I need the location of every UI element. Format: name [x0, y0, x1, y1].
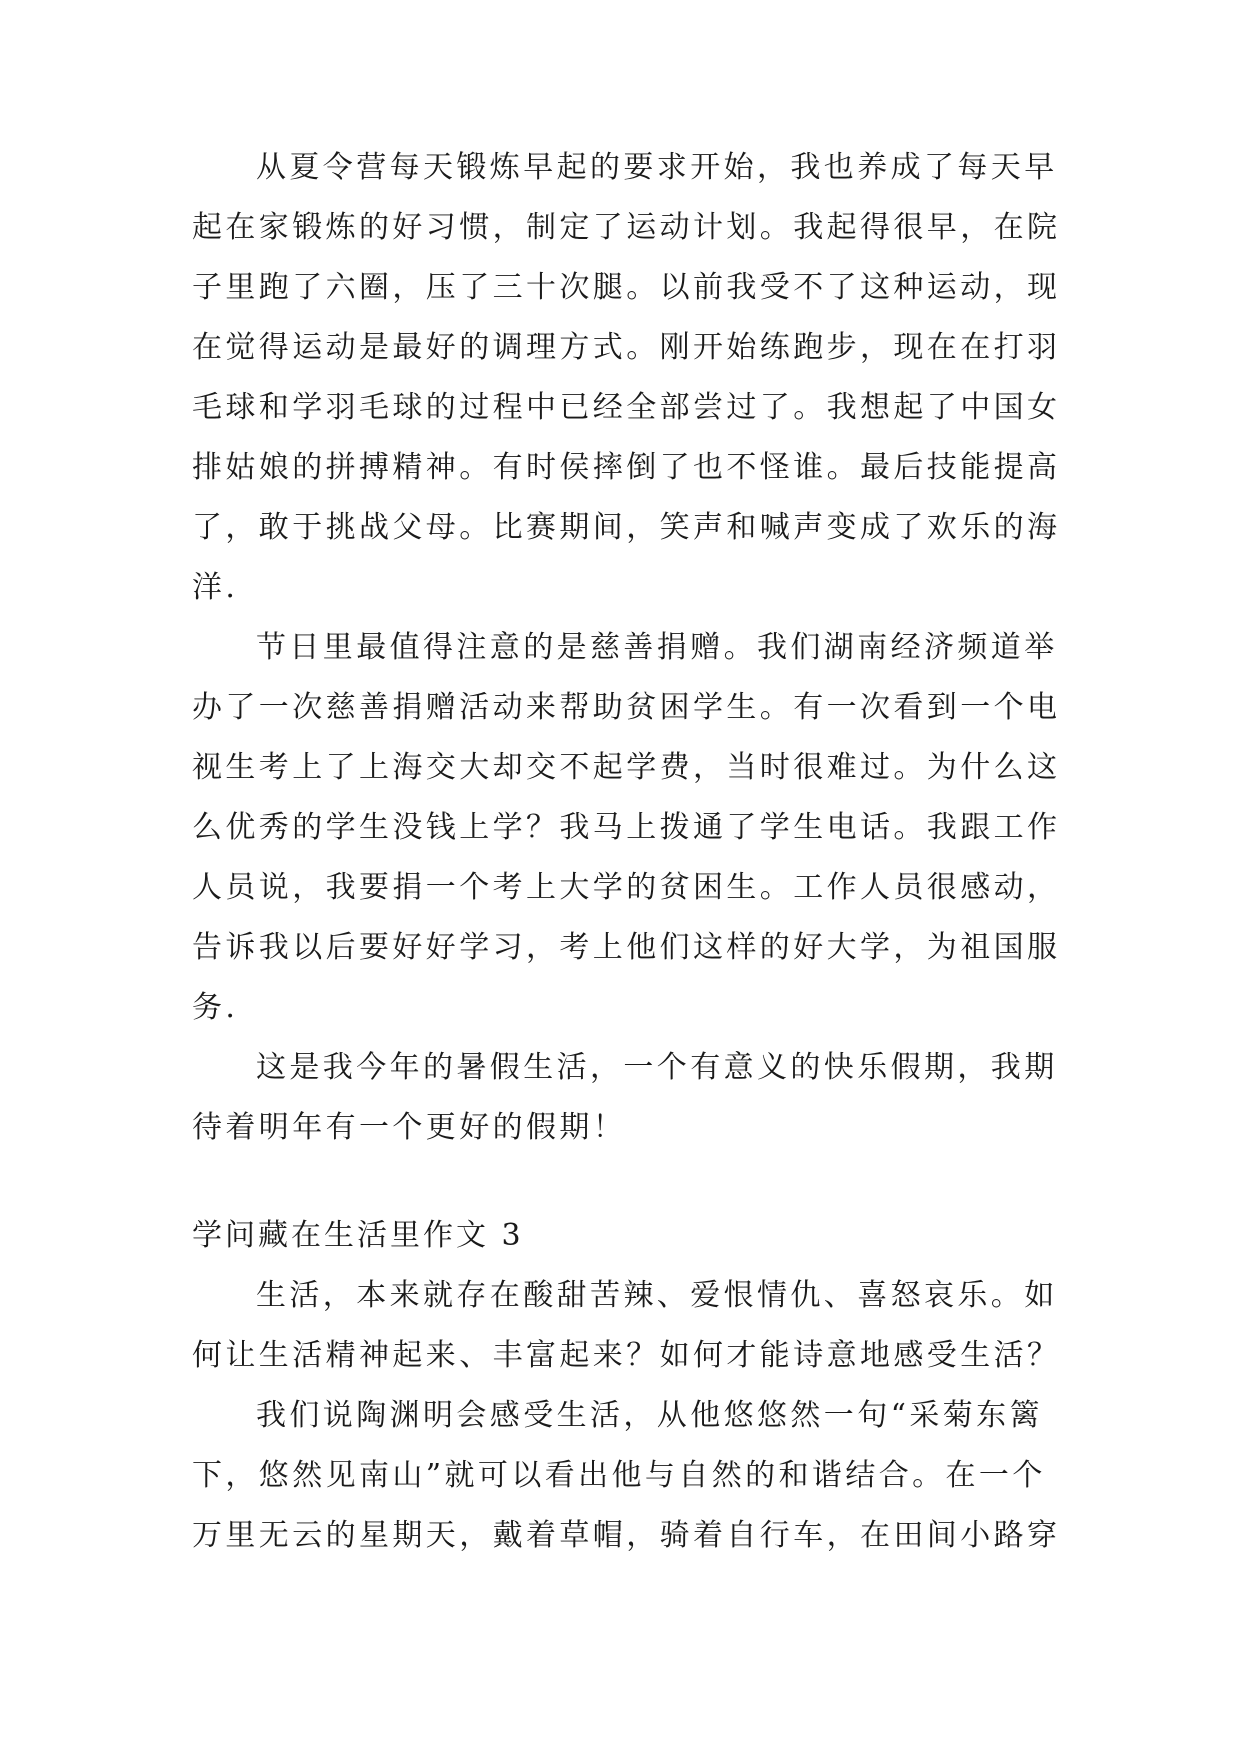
text-line: 毛球和学羽毛球的过程中已经全部尝过了。我想起了中国女 [192, 390, 1061, 425]
text-line: 节日里最值得注意的是慈善捐赠。我们湖南经济频道举 [256, 630, 1058, 665]
paragraph-life-flavors [192, 1266, 1061, 1386]
text-line: 办了一次慈善捐赠活动来帮助贫困学生。有一次看到一个电 [192, 690, 1061, 725]
text-line: 下，悠然见南山”就可以看出他与自然的和谐结合。在一个 [192, 1458, 1046, 1493]
text-line: 待着明年有一个更好的假期！ [192, 1110, 627, 1145]
text-line: 生活，本来就存在酸甜苦辣、爱恨情仇、喜怒哀乐。如 [256, 1278, 1058, 1313]
text-line: 子里跑了六圈，压了三十次腿。以前我受不了这种运动，现 [192, 270, 1061, 305]
text-line: 万里无云的星期天，戴着草帽，骑着自行车，在田间小路穿 [192, 1518, 1061, 1553]
text-line: 我们说陶渊明会感受生活，从他悠悠然一句“采菊东篱 [256, 1398, 1043, 1433]
text-line: 这是我今年的暑假生活，一个有意义的快乐假期，我期 [256, 1050, 1058, 1085]
text-line: 在觉得运动是最好的调理方式。刚开始练跑步，现在在打羽 [192, 330, 1061, 365]
text-line: 了，敢于挑战父母。比赛期间，笑声和喊声变成了欢乐的海 [192, 510, 1061, 545]
text-line: 务. [192, 990, 239, 1025]
text-line: 么优秀的学生没钱上学？我马上拨通了学生电话。我跟工作 [192, 810, 1061, 845]
paragraph-summer-camp-exercise [192, 138, 1061, 618]
text-line: 视生考上了上海交大却交不起学费，当时很难过。为什么这 [192, 750, 1061, 785]
paragraph-tao-yuanming [192, 1386, 1061, 1566]
paragraph-charity-donation [192, 618, 1061, 1038]
text-line: 洋. [192, 570, 239, 605]
section-title: 学问藏在生活里作文 3 [192, 1218, 524, 1253]
text-line: 告诉我以后要好好学习，考上他们这样的好大学，为祖国服 [192, 930, 1061, 965]
text-line: 人员说，我要捐一个考上大学的贫困生。工作人员很感动， [192, 870, 1061, 905]
paragraph-summer-conclusion [192, 1038, 1058, 1158]
text-line: 排姑娘的拼搏精神。有时侯摔倒了也不怪谁。最后技能提高 [192, 450, 1061, 485]
text-line: 何让生活精神起来、丰富起来？如何才能诗意地感受生活？ [192, 1338, 1061, 1373]
text-line: 从夏令营每天锻炼早起的要求开始，我也养成了每天早 [256, 150, 1058, 185]
text-line: 起在家锻炼的好习惯，制定了运动计划。我起得很早，在院 [192, 210, 1061, 245]
